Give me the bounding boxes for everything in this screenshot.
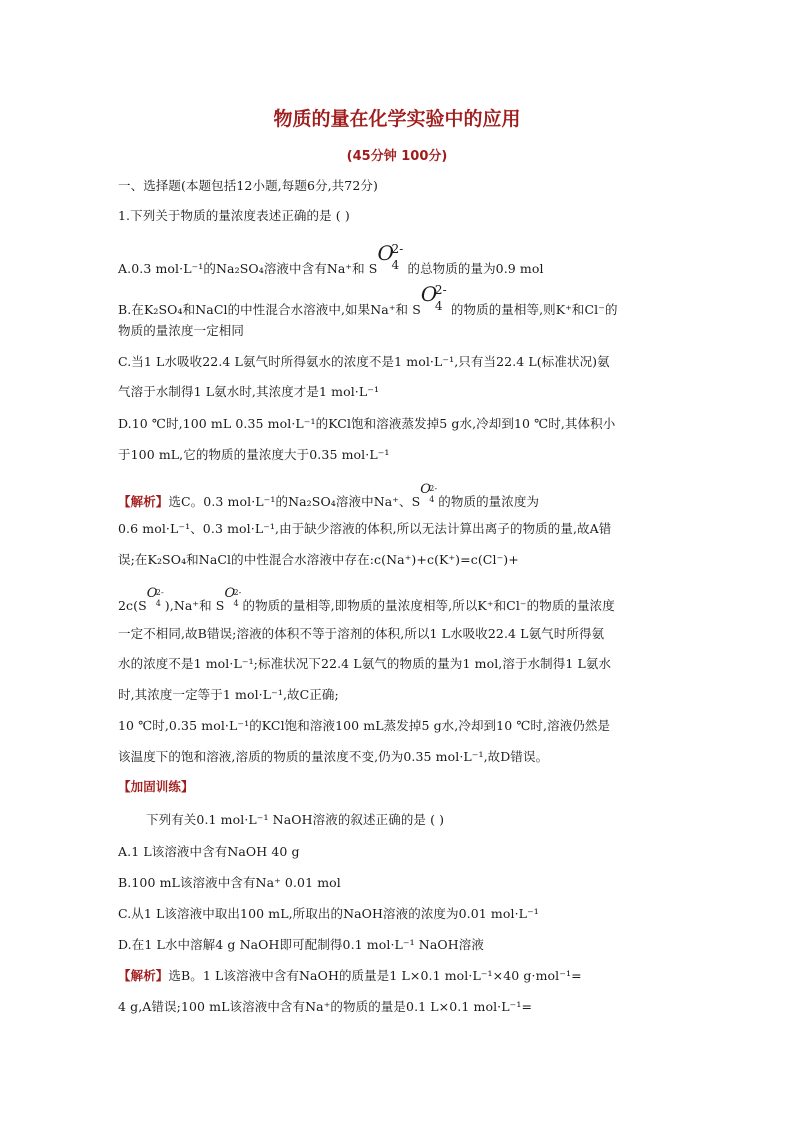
practice-option-b: B.100 mL该溶液中含有Na⁺ 0.01 mol	[118, 875, 341, 890]
sulfate-ion-formula: O 2- 4	[377, 241, 404, 272]
question-1-option-b-cont: 物质的量浓度一定相同	[118, 323, 245, 338]
practice-question-stem: 下列有关0.1 mol·L⁻¹ NaOH溶液的叙述正确的是 ( )	[146, 812, 445, 827]
page-title: 物质的量在化学实验中的应用	[273, 108, 521, 130]
sulfate-ion-formula: O 2- 4	[224, 586, 242, 608]
analysis-1-line-9: 该温度下的饱和溶液,溶质的物质的量浓度不变,仍为0.35 mol·L⁻¹,故D错误。	[118, 749, 549, 764]
analysis-1-line-7: 时,其浓度一定等于1 mol·L⁻¹,故C正确;	[118, 687, 339, 702]
analysis-2-line-2: 4 g,A错误;100 mL该溶液中含有Na⁺的物质的量是0.1 L×0.1 mol·L⁻¹=	[118, 999, 533, 1014]
practice-option-a: A.1 L该溶液中含有NaOH 40 g	[118, 844, 300, 859]
question-1-stem: 1.下列关于物质的量浓度表述正确的是 ( )	[118, 208, 350, 223]
analysis-1-line-1: 【解析】选C。0.3 mol·L⁻¹的Na₂SO₄溶液中Na⁺、S O 2- 4 的物质的量浓度为	[118, 482, 540, 509]
analysis-1-line-2: 0.6 mol·L⁻¹、0.3 mol·L⁻¹,由于缺少溶液的体积,所以无法计算出离子的物质的量,故A错	[118, 521, 612, 536]
analysis-1-line-8: 10 ℃时,0.35 mol·L⁻¹的KCl饱和溶液100 mL蒸发掉5 g水,冷却到10 ℃时,溶液仍然是	[118, 718, 611, 733]
practice-option-c: C.从1 L该溶液中取出100 mL,所取出的NaOH溶液的浓度为0.01 mol·L⁻¹	[118, 906, 539, 921]
question-1-option-b: B.在K₂SO₄和NaCl的中性混合水溶液中,如果Na⁺和 S O 2- 4 的物质的量相等,则K⁺和Cl⁻的	[118, 282, 618, 317]
sulfate-ion-formula: O 2- 4	[146, 586, 164, 608]
analysis-1-line-6: 水的浓度不是1 mol·L⁻¹;标准状况下22.4 L氨气的物质的量为1 mol,溶于水制得1 L氨水	[118, 656, 612, 671]
sulfate-ion-formula: O 2- 4	[420, 282, 447, 313]
practice-option-d: D.在1 L水中溶解4 g NaOH即可配制得0.1 mol·L⁻¹ NaOH溶液	[118, 937, 484, 952]
question-1-option-a: A.0.3 mol·L⁻¹的Na₂SO₄溶液中含有Na⁺和 S O 2- 4 的总物质的量为0.9 mol	[118, 241, 544, 276]
analysis-2-line-1: 【解析】选B。1 L该溶液中含有NaOH的质量是1 L×0.1 mol·L⁻¹×40 g·mol⁻¹=	[118, 968, 582, 983]
question-1-option-d-cont: 于100 mL,它的物质的量浓度大于0.35 mol·L⁻¹	[118, 447, 390, 462]
question-1-option-d: D.10 ℃时,100 mL 0.35 mol·L⁻¹的KCl饱和溶液蒸发掉5 g水,冷却到10 ℃时,其体积小	[118, 416, 616, 431]
analysis-1-line-5: 一定不相同,故B错误;溶液的体积不等于溶剂的体积,所以1 L水吸收22.4 L氨气时所得氨	[118, 626, 605, 641]
sulfate-ion-formula: O 2- 4	[420, 482, 438, 504]
section-heading: 一、选择题(本题包括12小题,每题6分,共72分)	[118, 178, 378, 193]
question-1-option-c-cont: 气溶于水制得1 L氨水时,其浓度才是1 mol·L⁻¹	[118, 384, 380, 399]
analysis-1-line-4: 2c(S O 2- 4 ),Na⁺和 S O 2- 4 的物质的量相等,即物质的量浓度相等,所以K⁺和Cl⁻的物质的量浓度	[118, 586, 615, 613]
analysis-tag: 【解析】	[118, 968, 169, 983]
analysis-tag: 【解析】	[118, 494, 169, 509]
analysis-1-line-3: 误;在K₂SO₄和NaCl的中性混合水溶液中存在:c(Na⁺)+c(K⁺)=c(Cl⁻)+	[118, 552, 519, 567]
question-1-option-c: C.当1 L水吸收22.4 L氨气时所得氨水的浓度不是1 mol·L⁻¹,只有当22.4 L(标准状况)氨	[118, 354, 610, 369]
page-subtitle: (45分钟 100分)	[346, 149, 448, 164]
practice-tag: 【加固训练】	[118, 779, 194, 794]
